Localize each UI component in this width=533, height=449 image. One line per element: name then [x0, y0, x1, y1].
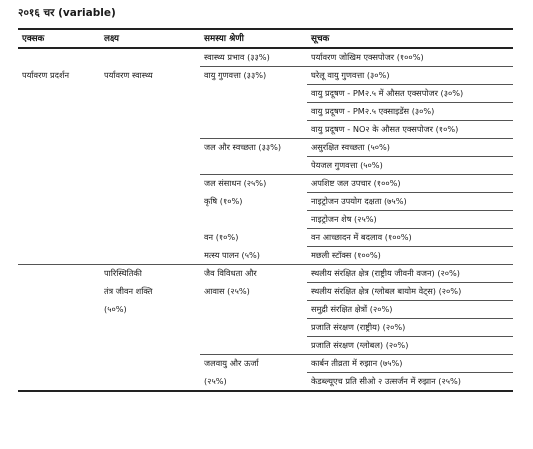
indicator-cell: स्थलीय संरक्षित क्षेत्र (राष्ट्रीय जीवनी वजन) (२०%) [307, 265, 513, 283]
header-objective: एक्सक [18, 29, 100, 48]
header-row [18, 29, 513, 48]
table-row [18, 175, 513, 193]
indicator-cell: वायु प्रदूषण - NO२ के औसत एक्सपोजर (१०%) [307, 121, 513, 139]
category-climate-line-2: (२५%) [200, 373, 307, 392]
indicator-cell: कार्बन तीव्रता में रुझान (७५%) [307, 355, 513, 373]
category-air-quality: वायु गुणवत्ता (३३%) [204, 70, 267, 80]
indicator-cell: अपशिष्ट जल उपचार (१००%) [307, 175, 513, 193]
indicator-cell: पेयजल गुणवत्ता (५०%) [307, 157, 513, 175]
category-fisheries: मत्स्य पालन (५%) [204, 249, 260, 260]
indicator-cell: असुरक्षित स्वच्छता (५०%) [307, 139, 513, 157]
table-row [18, 157, 513, 175]
table-row [18, 283, 513, 301]
header-indicator: सूचक [307, 29, 513, 48]
category-forest: वन (१०%) [204, 231, 239, 242]
table-row [18, 67, 513, 85]
indicator-cell: पर्यावरण जोखिम एक्सपोजर (१००%) [307, 48, 513, 67]
indicator-cell: समुद्री संरक्षित क्षेत्रों (२०%) [307, 301, 513, 319]
category-health-impact: स्वास्थ्य प्रभाव (३३%) [200, 48, 307, 67]
table-row [18, 193, 513, 211]
header-category: समस्या श्रेणी [200, 29, 307, 48]
indicator-cell: नाइट्रोजन शेष (२५%) [307, 211, 513, 229]
category-climate-line-1: जलवायु और ऊर्जा [204, 358, 259, 368]
table-row [18, 355, 513, 373]
table-row [18, 337, 513, 355]
table-row [18, 211, 513, 229]
category-agriculture: कृषि (१०%) [204, 195, 243, 206]
goal-ecosystem-line-1: पारिस्थितिकी [100, 265, 200, 283]
objective-environmental-performance: पर्यावरण प्रदर्शन [22, 69, 70, 80]
indicator-cell: प्रजाति संरक्षण (ग्लोबल) (२०%) [307, 337, 513, 355]
table-row [18, 247, 513, 265]
table-title: २०१६ चर (variable) [18, 7, 116, 19]
indicator-cell: घरेलू वायु गुणवत्ता (३०%) [307, 67, 513, 85]
indicator-cell: केडब्ल्यूएच प्रति सीओ २ उत्सर्जन में रुझान (२५%) [307, 373, 513, 392]
epi-framework-table [18, 28, 513, 392]
goal-ecosystem-line-2: तंत्र जीवन शक्ति [104, 285, 153, 296]
category-water-resources: जल संसाधन (२५%) [204, 178, 267, 188]
table-row [18, 229, 513, 247]
indicator-cell: स्थलीय संरक्षित क्षेत्र (ग्लोबल बायोम वेट्स) (२०%) [307, 283, 513, 301]
category-biodiversity-line-1: जैव विविधता और [200, 265, 307, 283]
category-biodiversity-line-2: आवास (२५%) [204, 285, 250, 296]
category-water-sanitation: जल और स्वच्छता (३३%) [204, 142, 282, 152]
header-goal: लक्ष्य [100, 29, 200, 48]
indicator-cell: वन आच्छादन में बदलाव (१००%) [307, 229, 513, 247]
goal-ecosystem-line-3: (५०%) [104, 303, 127, 314]
indicator-cell: वायु प्रदूषण - PM२.५ एक्साइडेंस (३०%) [307, 103, 513, 121]
table-row [18, 373, 513, 392]
indicator-cell: वायु प्रदूषण - PM२.५ में औसत एक्सपोजर (३०%) [307, 85, 513, 103]
indicator-cell: प्रजाति संरक्षण (राष्ट्रीय) (२०%) [307, 319, 513, 337]
table-row [18, 103, 513, 121]
table-row [18, 121, 513, 139]
indicator-cell: नाइट्रोजन उपयोग दक्षता (७५%) [307, 193, 513, 211]
table-row [18, 319, 513, 337]
table-row [18, 139, 513, 157]
indicator-cell: मछली स्टॉक्स (१००%) [307, 247, 513, 265]
table-row [18, 48, 513, 67]
table-row [18, 301, 513, 319]
goal-environmental-health: पर्यावरण स्वास्थ्य [104, 69, 153, 80]
table-row [18, 265, 513, 283]
table-row [18, 85, 513, 103]
